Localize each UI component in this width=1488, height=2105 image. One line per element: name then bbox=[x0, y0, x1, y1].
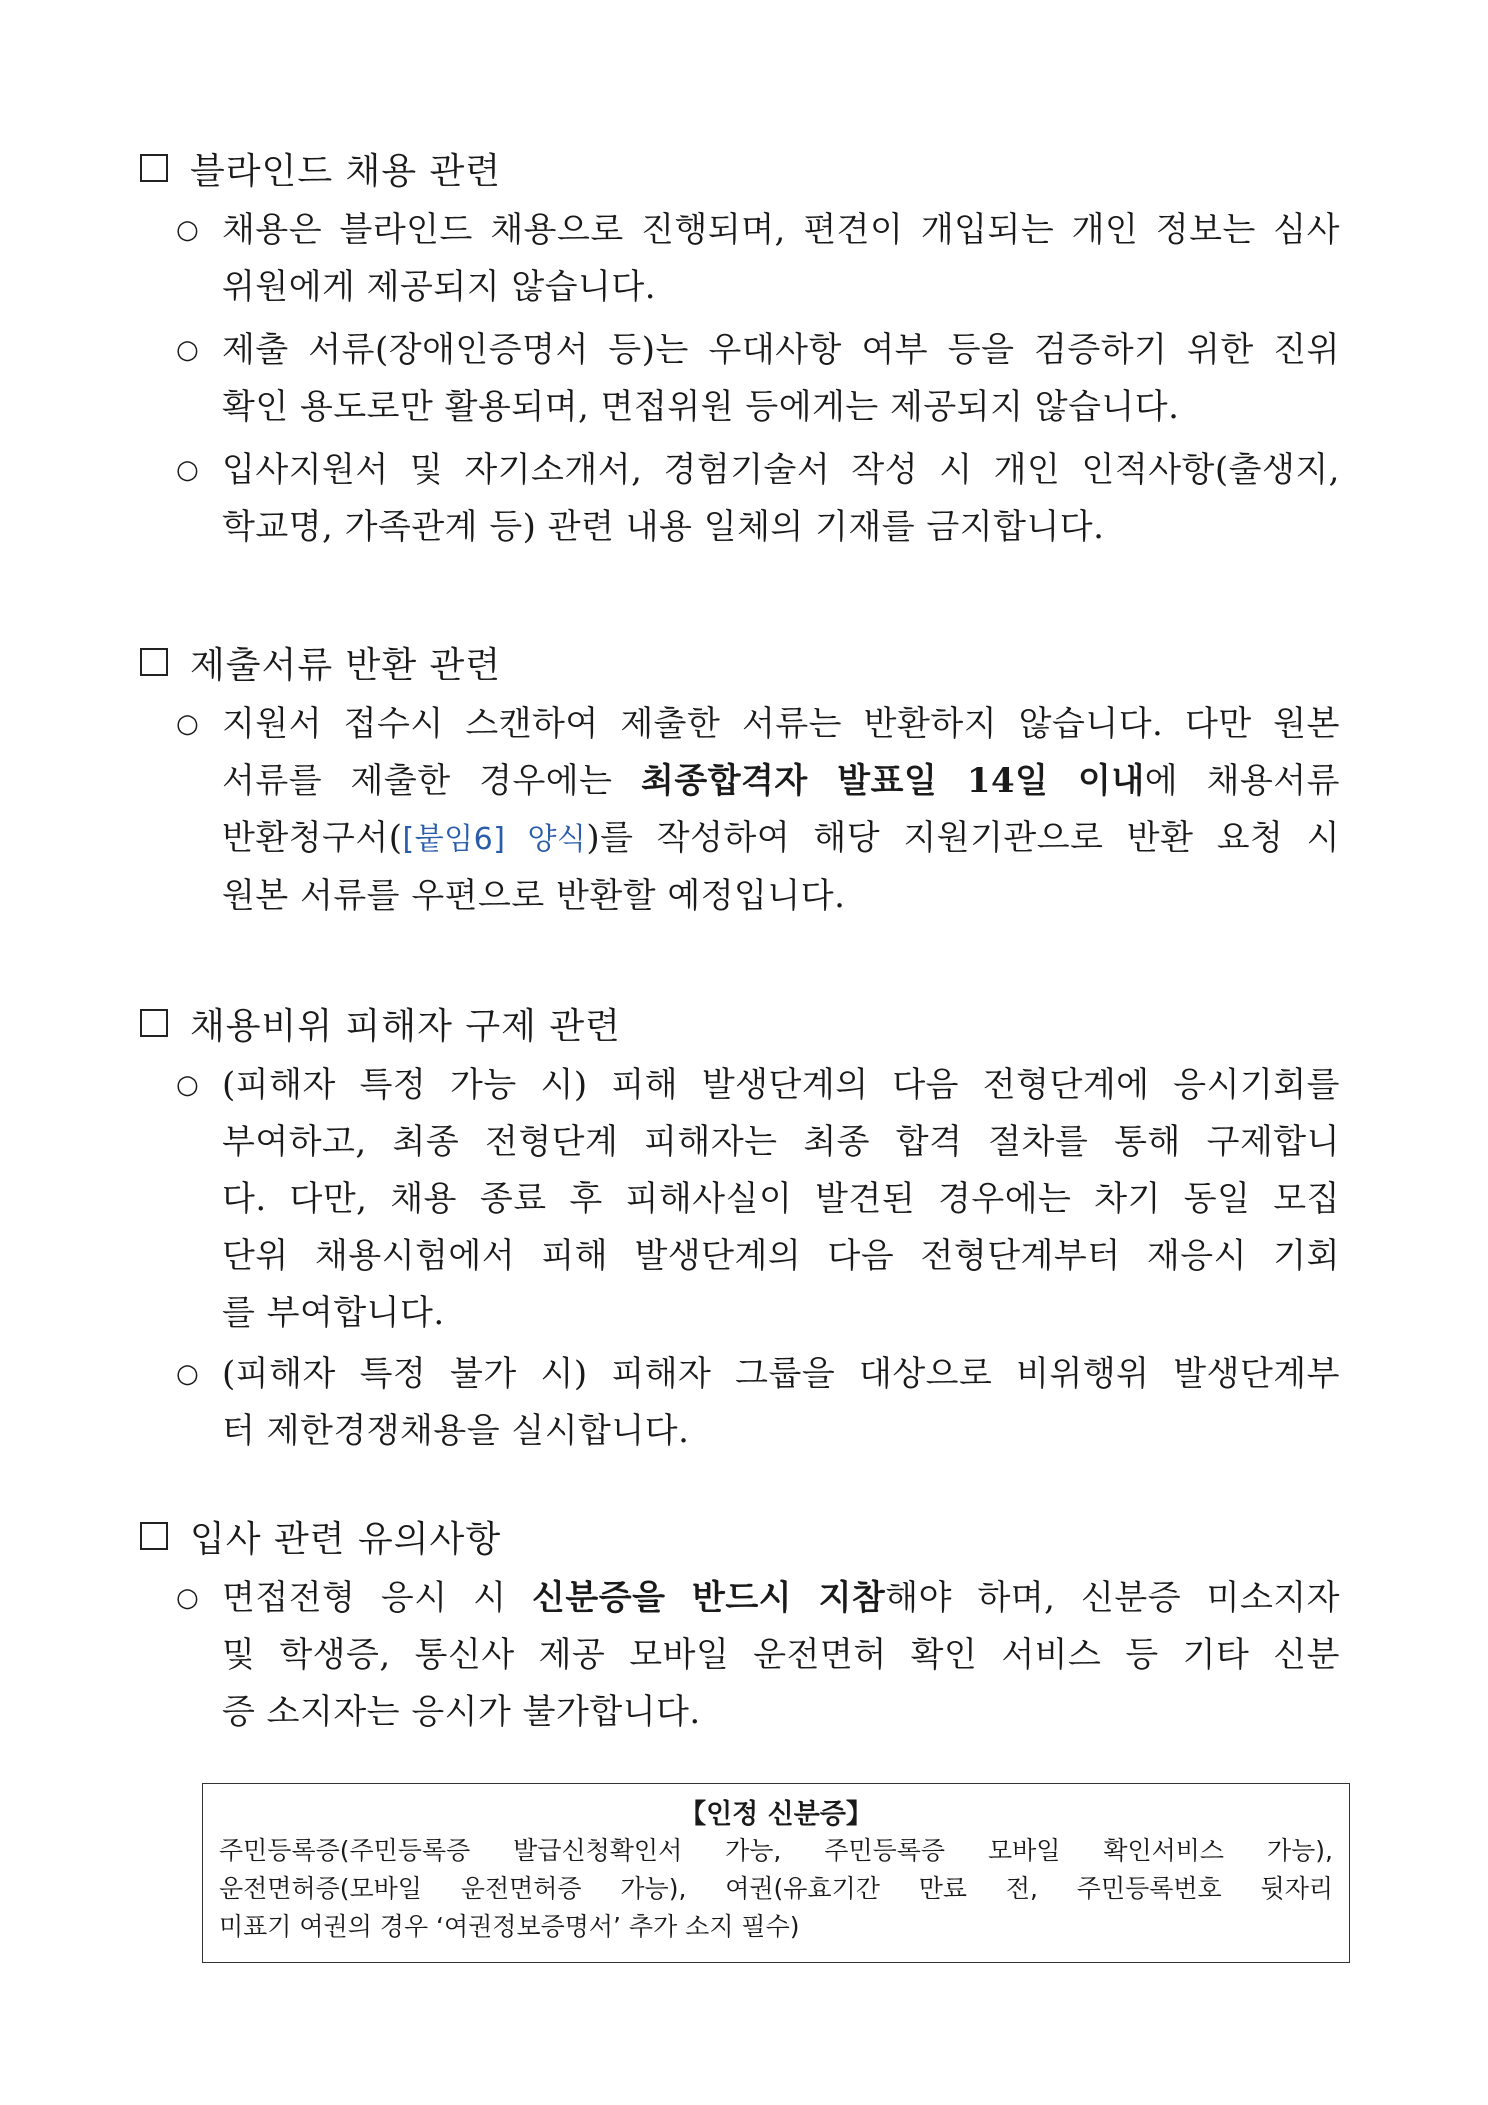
item-line bbox=[222, 753, 1340, 810]
item-line: 학교명, 가족관계 등) 관련 내용 일체의 기재를 금지합니다. bbox=[222, 507, 1105, 547]
list-item bbox=[176, 1057, 1340, 1342]
checkbox-square-icon bbox=[140, 1009, 168, 1037]
item-line: 원본 서류를 우편으로 반환할 예정입니다. bbox=[222, 876, 846, 916]
section-title: 제출서류 반환 관련 bbox=[190, 644, 502, 686]
section-heading bbox=[140, 636, 1340, 688]
section-document-return bbox=[140, 636, 1340, 925]
bullet-circle-icon: ○ bbox=[176, 215, 200, 245]
text-segment: 에 채용서류 bbox=[1144, 761, 1340, 801]
item-line: 채용은 블라인드 채용으로 진행되며, 편견이 개입되는 개인 정보는 심사 bbox=[222, 210, 1340, 250]
text-segment: 서류를 제출한 경우에는 bbox=[222, 761, 641, 801]
section-title: 채용비위 피해자 구제 관련 bbox=[190, 1005, 621, 1047]
list-item bbox=[176, 1570, 1340, 1741]
text-segment: 면접전형 응시 시 bbox=[222, 1578, 533, 1618]
checkbox-square-icon bbox=[140, 1522, 168, 1550]
text-segment: 해야 하며, 신분증 미소지자 bbox=[885, 1578, 1340, 1618]
item-line: 다. 다만, 채용 종료 후 피해사실이 발견된 경우에는 차기 동일 모집 bbox=[222, 1179, 1340, 1219]
item-line: 터 제한경쟁채용을 실시합니다. bbox=[222, 1411, 690, 1451]
item-line bbox=[222, 1570, 1340, 1627]
item-line: 부여하고, 최종 전형단계 피해자는 최종 합격 절차를 통해 구제합니 bbox=[222, 1122, 1340, 1162]
accepted-id-line: 운전면허증(모바일 운전면허증 가능), 여권(유효기간 만료 전, 주민등록번호 뒷자리 bbox=[219, 1874, 1333, 1903]
emphasis-text: 신분증을 반드시 지참 bbox=[532, 1578, 886, 1618]
bullet-circle-icon: ○ bbox=[176, 455, 200, 485]
checkbox-square-icon bbox=[140, 154, 168, 182]
bullet-circle-icon: ○ bbox=[176, 1070, 200, 1100]
section-admission-notes bbox=[140, 1510, 1340, 1741]
checkbox-square-icon bbox=[140, 648, 168, 676]
list-item bbox=[176, 1346, 1340, 1460]
item-line: (피해자 특정 가능 시) 피해 발생단계의 다음 전형단계에 응시기회를 bbox=[222, 1065, 1340, 1105]
item-line: 제출 서류(장애인증명서 등)는 우대사항 여부 등을 검증하기 위한 진위 bbox=[222, 330, 1340, 370]
item-line: 지원서 접수시 스캔하여 제출한 서류는 반환하지 않습니다. 다만 원본 bbox=[222, 704, 1340, 744]
item-line: (피해자 특정 불가 시) 피해자 그룹을 대상으로 비위행위 발생단계부 bbox=[222, 1354, 1340, 1394]
section-heading bbox=[140, 142, 1340, 194]
item-line: 위원에게 제공되지 않습니다. bbox=[222, 267, 657, 307]
bullet-circle-icon: ○ bbox=[176, 1359, 200, 1389]
attachment-link[interactable]: [붙임6] 양식 bbox=[402, 822, 587, 857]
section-heading bbox=[140, 997, 1340, 1049]
accepted-id-title: 【인정 신분증】 bbox=[679, 1799, 873, 1830]
item-line: 확인 용도로만 활용되며, 면접위원 등에게는 제공되지 않습니다. bbox=[222, 387, 1180, 427]
text-segment: 반환청구서( bbox=[222, 818, 403, 858]
section-title: 블라인드 채용 관련 bbox=[190, 150, 502, 192]
section-victim-relief bbox=[140, 997, 1340, 1460]
item-line: 입사지원서 및 자기소개서, 경험기술서 작성 시 개인 인적사항(출생지, bbox=[222, 450, 1340, 490]
section-title: 입사 관련 유의사항 bbox=[190, 1518, 502, 1560]
list-item bbox=[176, 322, 1340, 436]
item-line: 단위 채용시험에서 피해 발생단계의 다음 전형단계부터 재응시 기회 bbox=[222, 1236, 1340, 1276]
item-line bbox=[222, 810, 1340, 868]
item-line: 증 소지자는 응시가 불가합니다. bbox=[222, 1692, 701, 1732]
emphasis-text: 최종합격자 발표일 14일 이내 bbox=[641, 761, 1145, 801]
accepted-id-line: 미표기 여권의 경우 ‘여권정보증명서’ 추가 소지 필수) bbox=[219, 1912, 800, 1941]
item-line: 를 부여합니다. bbox=[222, 1293, 445, 1333]
section-heading bbox=[140, 1510, 1340, 1562]
item-line: 및 학생증, 통신사 제공 모바일 운전면허 확인 서비스 등 기타 신분 bbox=[222, 1635, 1340, 1675]
bullet-circle-icon: ○ bbox=[176, 1583, 200, 1613]
list-item bbox=[176, 696, 1340, 925]
accepted-id-line: 주민등록증(주민등록증 발급신청확인서 가능, 주민등록증 모바일 확인서비스 가능), bbox=[219, 1836, 1333, 1865]
text-segment: )를 작성하여 해당 지원기관으로 반환 요청 시 bbox=[586, 818, 1340, 858]
bullet-circle-icon: ○ bbox=[176, 709, 200, 739]
accepted-id-box bbox=[202, 1783, 1350, 1963]
section-blind-hiring bbox=[140, 142, 1340, 556]
list-item bbox=[176, 202, 1340, 316]
bullet-circle-icon: ○ bbox=[176, 335, 200, 365]
list-item bbox=[176, 442, 1340, 556]
